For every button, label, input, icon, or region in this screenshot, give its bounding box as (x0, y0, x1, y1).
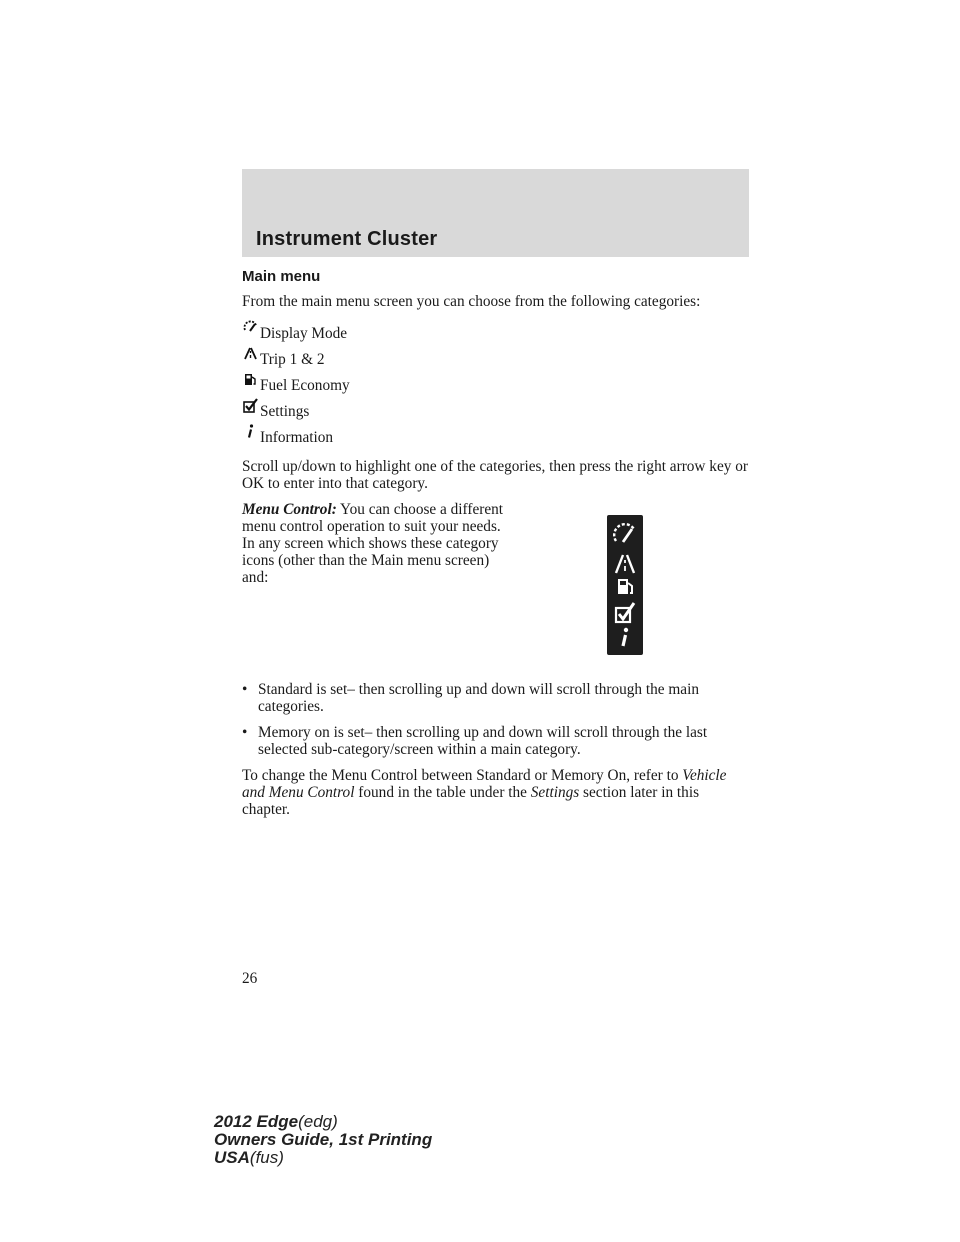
info-icon (242, 423, 259, 440)
category-label: Display Mode (260, 325, 348, 342)
menu-control-text: You can choose a different menu control operation to suit your needs. In any screen which shows these category icons (other than the Main menu screen) and: (242, 501, 504, 586)
list-item (242, 319, 749, 345)
bullet-icon: • (242, 724, 248, 741)
page-number: 26 (242, 970, 258, 987)
bullet-text: Standard is set– then scrolling up and down will scroll through the main categories. (258, 681, 699, 715)
gauge-icon (614, 524, 634, 542)
gauge-icon (242, 319, 259, 336)
menu-control-paragraph (242, 501, 504, 586)
intro-paragraph: From the main menu screen you can choose from the following categories: (242, 293, 701, 310)
chapter-header (242, 169, 749, 257)
category-label: Information (260, 429, 334, 446)
category-label: Settings (260, 403, 310, 420)
closing-text: section later in this chapter. (242, 784, 700, 818)
bullet-icon: • (242, 681, 248, 698)
list-item (242, 345, 749, 371)
section-heading: Main menu (242, 268, 321, 285)
checkbox-icon (616, 603, 634, 622)
category-icon-panel (607, 515, 643, 655)
scroll-instructions: Scroll up/down to highlight one of the categories, then press the right arrow key or OK to enter into that category. (242, 458, 748, 492)
chapter-title: Instrument Cluster (256, 228, 438, 250)
footer-line-2: Owners Guide, 1st Printing (214, 1130, 433, 1149)
list-item (242, 371, 749, 397)
menu-control-block (242, 501, 749, 681)
settings-reference: Settings (530, 784, 580, 801)
road-icon (616, 555, 634, 573)
fuel-pump-icon (618, 579, 632, 594)
info-icon (623, 628, 628, 646)
fuel-pump-icon (242, 371, 259, 388)
category-label: Fuel Economy (260, 377, 350, 394)
page-content (242, 268, 749, 827)
category-list (242, 319, 749, 449)
bullet-text: Memory on is set– then scrolling up and down will scroll through the last selected sub-category/screen within a main category. (258, 724, 708, 758)
list-item (242, 423, 749, 449)
bullet-list (242, 681, 749, 758)
road-icon (242, 345, 259, 362)
category-label: Trip 1 & 2 (260, 351, 325, 368)
vehicle-menu-control-reference: Vehicle and Menu Control (242, 767, 727, 801)
footer-line-3: USA(fus) (214, 1148, 284, 1167)
menu-control-label: Menu Control: (242, 501, 337, 518)
document-footer (214, 1113, 432, 1167)
footer-line-1: 2012 Edge(edg) (214, 1112, 338, 1131)
list-item (242, 397, 749, 423)
checkbox-icon (242, 397, 259, 414)
closing-text: To change the Menu Control between Standard or Memory On, refer to (242, 767, 683, 784)
closing-paragraph (242, 767, 749, 818)
list-item (242, 724, 749, 758)
list-item (242, 681, 749, 715)
closing-text: found in the table under the (354, 784, 531, 801)
